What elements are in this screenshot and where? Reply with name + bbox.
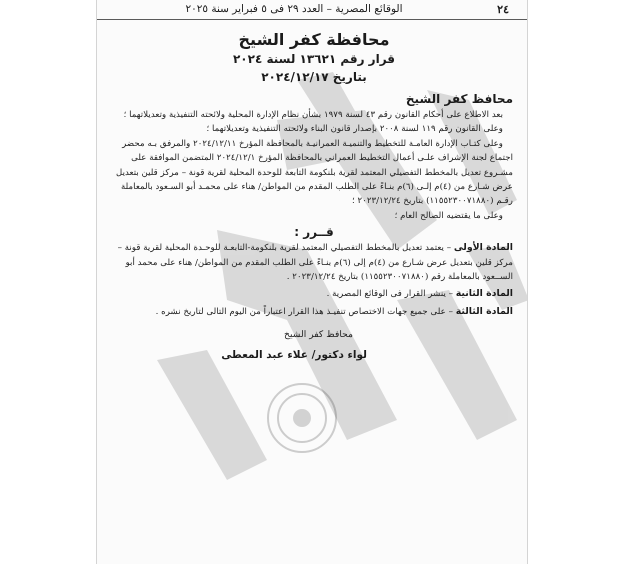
article-heading: المادة الثانية xyxy=(455,288,513,300)
decree-date: بتاريخ ٢٠٢٤/١٢/١٧ xyxy=(261,70,367,84)
preamble-paragraph: وعلى ما يقتضيه الصالح العام ؛ xyxy=(394,210,503,221)
article-3 xyxy=(115,305,513,319)
article-2 xyxy=(115,287,513,301)
preamble-paragraph: بعد الاطلاع على أحكام القانون رقم ٤٣ لسنة ١٩٧٩ بشأن نظام الإدارة المحلية ولائحته التنفيذية وتعديلاتهما ؛ xyxy=(123,110,503,120)
article-text: ينشر القرار فى الوقائع المصرية . xyxy=(326,289,446,300)
article-separator: – xyxy=(448,306,453,317)
governorate-title: محافظة كفر الشيخ xyxy=(238,30,390,49)
decree-number: قرار رقم ١٣٦٢١ لسنة ٢٠٢٤ xyxy=(232,52,396,66)
article-separator: – xyxy=(446,243,452,254)
article-text: على جميع جهات الاختصاص تنفيـذ هذا القرار اعتباراً من اليوم التالى لتاريخ نشره . xyxy=(155,306,446,317)
article-separator: – xyxy=(448,289,453,300)
preamble-paragraph: وعلى القانون رقم ١١٩ لسنة ٢٠٠٨ بإصدار قانون البناء ولائحته التنفيذية وتعديلاتهما ؛ xyxy=(206,124,503,135)
gazette-page xyxy=(96,0,528,564)
issuer-heading: محافظ كفر الشيخ xyxy=(405,92,513,106)
gazette-header-text: الوقائع المصرية – العدد ٢٩ فى ٥ فبراير سنة ٢٠٢٥ xyxy=(185,3,403,15)
signature-title: محافظ كفر الشيخ xyxy=(284,329,353,341)
decision-word: قــرر : xyxy=(294,225,334,240)
article-heading: المادة الثالثة xyxy=(455,305,513,317)
article-heading: المادة الأولى xyxy=(453,242,513,254)
preamble-paragraph: وعلى كتـاب الإدارة العامـة للتخطيط والتنميـة العمرانيـة بالمحافظة المؤرخ ٢٠٢٤/١٢/١١ والمرفق بـه محضر اجتماع لجنة الإشراف علـى أعمال التخطيط العمراني بالمحافظة المؤرخ ٢٠٢٤/١٢/١ المتضمن الموافقة على مشـروع تعديل بالمخطط التفصيلي المعتمد لقرية بلنكومة التابعة للوحدة المحلية لقرية قونة – مركز قلين بتعديل عرض شـارع من (٤)م إلـى (٦)م بنـاءً على الطلب المقدم من المواطن/ هناء على محمـد أبو السـعود بالمعاملة رقـم (١١٥٥٢٣٠٠٧١٨٨٠) بتاريخ ٢٠٢٣/١٢/٢٤ ؛ xyxy=(115,138,513,207)
page-number: ٢٤ xyxy=(497,3,509,16)
decree-content xyxy=(115,30,513,362)
signature-block xyxy=(115,328,513,362)
signature-name: لواء دكتور/ علاء عبد المعطى xyxy=(221,349,367,362)
article-text: يعتمد تعديل بالمخطط التفصيلي المعتمد لقرية بلنكومة-التابعـة للوحـدة المحلية لقرية قونة – مركز قلين بتعديل عرض شـارع من (٤)م إلى (٦)م بنـاءً على الطلب المقدم من المواطن/ هناء على محمد أبو الســعود بالمعاملة رقم (١١٥٥٢٣٠٠٧١٨٨٠) بتاريخ ٢٠٢٣/١٢/٢٤ . xyxy=(117,243,513,283)
article-1 xyxy=(115,241,513,284)
gazette-header xyxy=(97,0,527,20)
